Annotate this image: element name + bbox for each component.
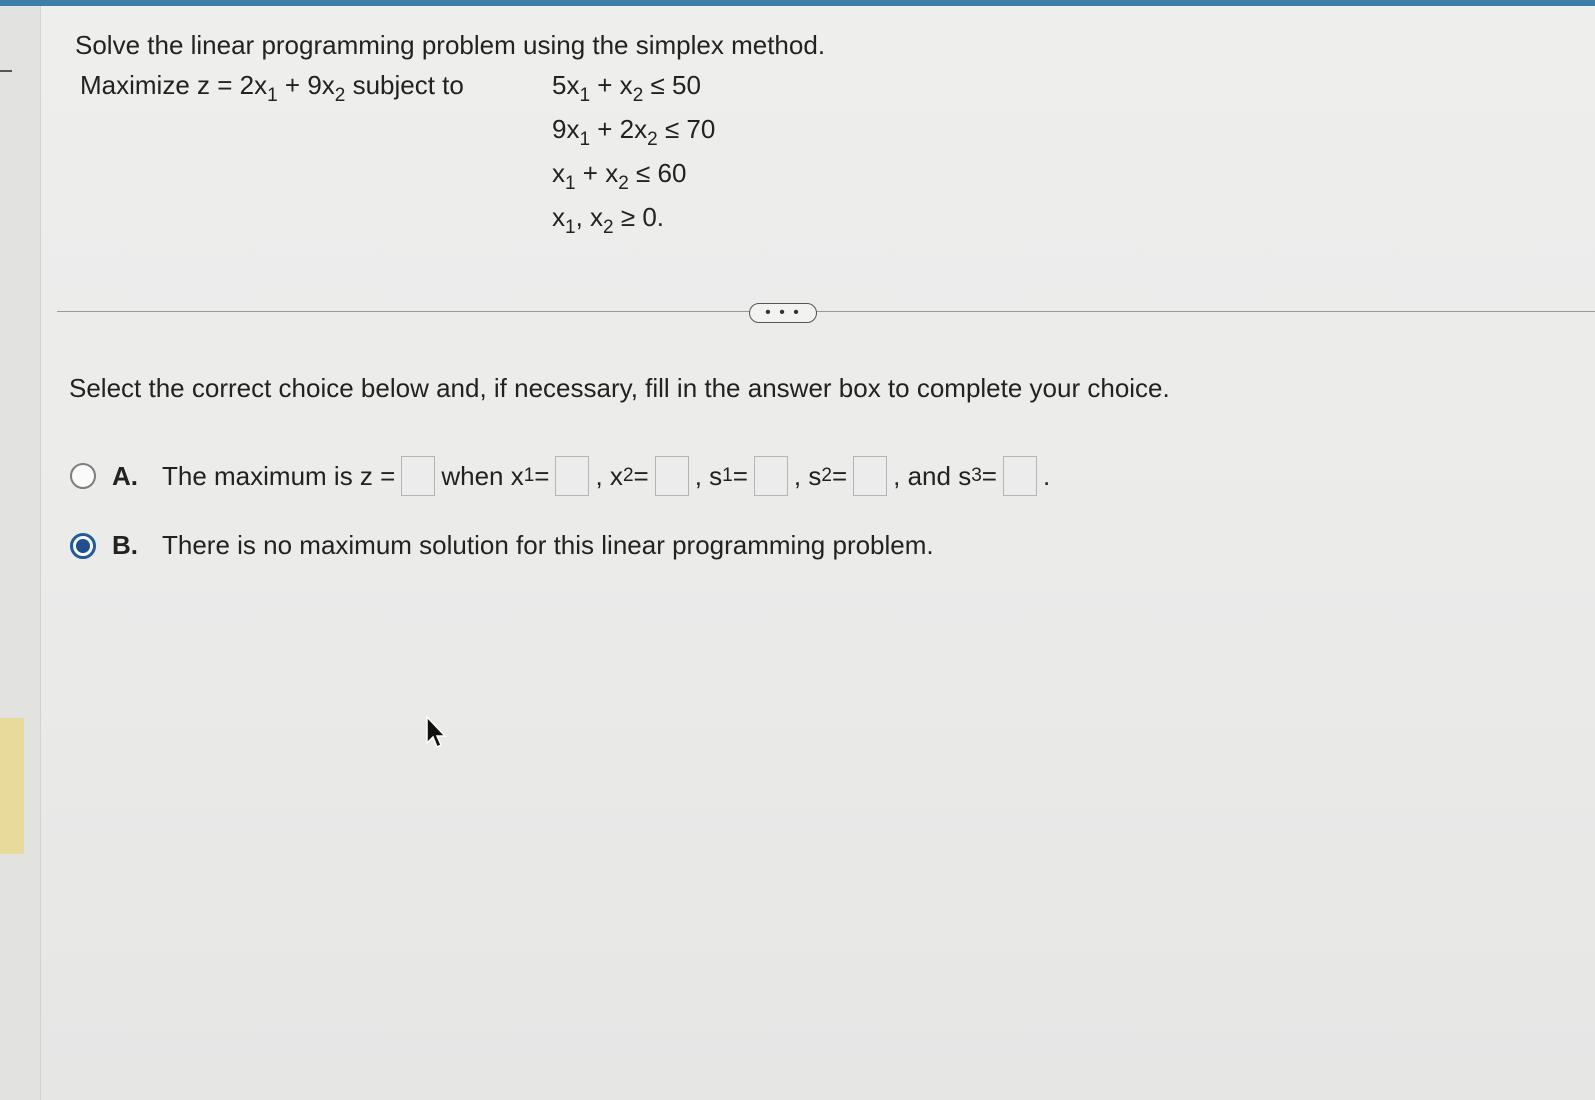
choice-text: , x [595, 460, 623, 491]
choice-text: = [981, 460, 997, 491]
choice-text: = [534, 460, 550, 491]
choice-text: = [633, 460, 649, 491]
constraint-row [552, 158, 715, 202]
answer-box-x2[interactable] [655, 456, 689, 496]
choice-text: , s [694, 460, 723, 491]
choice-letter: A. [112, 460, 138, 491]
question-title: Solve the linear programming problem using the simplex method. [75, 30, 826, 60]
subscript: 3 [971, 465, 982, 486]
constraint-term: x [552, 202, 565, 232]
subscript: 2 [622, 465, 634, 486]
constraint-row [552, 202, 715, 246]
constraint-term: + x [590, 70, 633, 100]
constraint-term: + x [575, 158, 619, 188]
choice-text: The maximum is z = [162, 460, 396, 491]
choice-text: , s [793, 460, 822, 491]
subscript: 1 [267, 85, 278, 106]
answer-box-s1[interactable] [754, 456, 788, 496]
subscript: 1 [523, 465, 535, 486]
subscript: 2 [618, 173, 629, 194]
constraint-rhs: ≤ 60 [628, 158, 687, 188]
choice-text: There is no maximum solution for this linear programming problem. [162, 530, 934, 560]
choice-b[interactable] [70, 530, 934, 561]
constraint-term: 5x [552, 70, 580, 100]
choice-letter: B. [112, 530, 138, 560]
constraint-term: 9x [552, 114, 580, 144]
constraint-rhs: ≥ 0. [613, 202, 665, 232]
choice-text: . [1042, 460, 1051, 491]
answer-box-s3[interactable] [1003, 456, 1037, 496]
objective-suffix: subject to [345, 70, 464, 100]
constraint-row [552, 114, 715, 158]
cursor-arrow-icon [425, 715, 449, 751]
choice-text: when x [441, 460, 524, 491]
constraints-list [552, 70, 715, 246]
subscript: 2 [821, 465, 832, 486]
subscript: 2 [603, 217, 614, 238]
choice-a[interactable] [70, 456, 1050, 496]
objective-prefix: Maximize z = 2x [80, 70, 268, 100]
subscript: 2 [632, 85, 644, 106]
objective-mid: + 9x [277, 70, 335, 100]
subscript: 1 [565, 173, 576, 194]
answer-box-z[interactable] [401, 456, 435, 496]
radio-button-icon[interactable] [70, 463, 96, 489]
constraint-rhs: ≤ 70 [657, 114, 716, 144]
choice-text: , and s [893, 460, 972, 491]
constraint-term: + 2x [590, 114, 648, 144]
subscript: 2 [334, 85, 346, 106]
answer-box-x1[interactable] [555, 456, 589, 496]
answer-box-s2[interactable] [853, 456, 887, 496]
constraint-row [552, 70, 715, 114]
radio-dot [76, 539, 90, 553]
subscript: 1 [579, 85, 591, 106]
objective-function [80, 70, 464, 107]
instruction-text: Select the correct choice below and, if necessary, fill in the answer box to complete your choice. [69, 373, 1170, 403]
expand-more-button[interactable]: • • • [749, 303, 817, 323]
constraint-rhs: ≤ 50 [643, 70, 701, 100]
radio-button-selected-icon[interactable] [70, 533, 96, 559]
constraint-term: , x [575, 202, 604, 232]
subscript: 1 [722, 465, 733, 486]
subscript: 1 [579, 129, 591, 150]
subscript: 1 [565, 217, 576, 238]
section-divider [57, 311, 1595, 312]
choice-text: = [732, 460, 748, 491]
subscript: 2 [647, 129, 658, 150]
constraint-term: x [552, 158, 565, 188]
choice-text: = [831, 460, 848, 491]
